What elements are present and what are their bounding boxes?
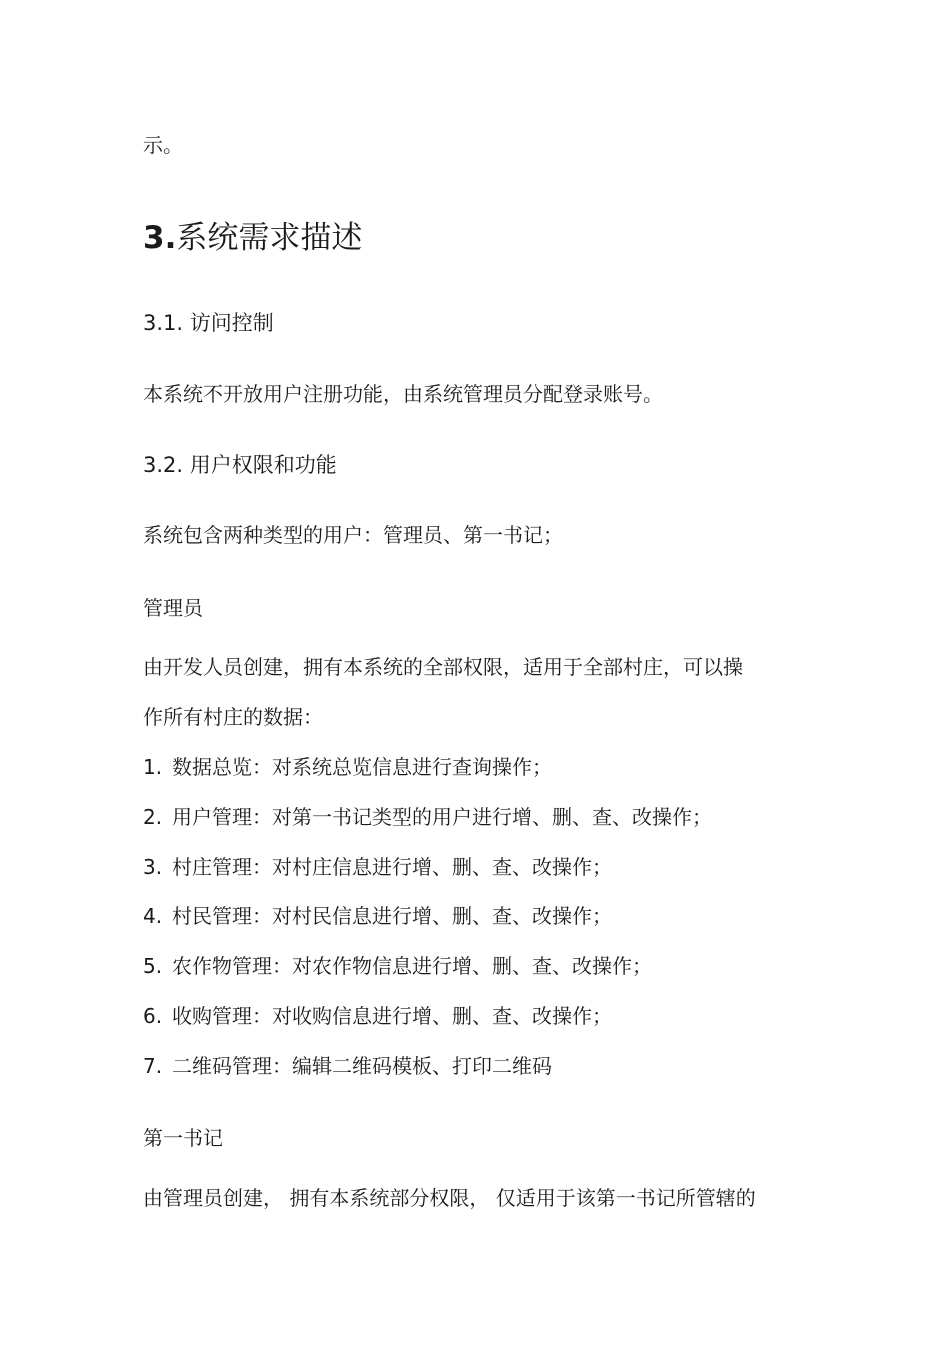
- section-3-number: 3.: [143, 220, 177, 256]
- list-item-number: 4.: [143, 904, 163, 928]
- section-3-2-heading: 3.2. 用户权限和功能: [143, 453, 337, 477]
- list-item-number: 3.: [143, 855, 163, 879]
- list-item-text: 村庄管理：对村庄信息进行增、删、查、改操作；: [172, 855, 612, 879]
- list-item: [143, 1002, 612, 1030]
- section-3-1-body: 本系统不开放用户注册功能，由系统管理员分配登录账号。: [143, 382, 663, 406]
- secretary-title: 第一书记: [143, 1126, 223, 1150]
- list-item-text: 二维码管理：编辑二维码模板、打印二维码: [172, 1054, 552, 1078]
- section-3-title: 系统需求描述: [176, 220, 363, 256]
- list-item: [143, 952, 652, 980]
- list-item-number: 6.: [143, 1004, 163, 1028]
- list-item: [143, 1052, 552, 1080]
- section-3-2-intro: 系统包含两种类型的用户：管理员、第一书记；: [143, 523, 563, 547]
- continuation-text: 示。: [143, 133, 183, 157]
- section-3-1-heading: 3.1. 访问控制: [143, 311, 274, 335]
- section-3-heading: [143, 218, 362, 258]
- list-item: [143, 753, 552, 781]
- list-item-text: 数据总览：对系统总览信息进行查询操作；: [172, 755, 552, 779]
- list-item-text: 收购管理：对收购信息进行增、删、查、改操作；: [172, 1004, 612, 1028]
- list-item-text: 农作物管理：对农作物信息进行增、删、查、改操作；: [172, 954, 652, 978]
- admin-desc-line-1: 由开发人员创建，拥有本系统的全部权限，适用于全部村庄，可以操: [143, 655, 743, 679]
- admin-title: 管理员: [143, 596, 203, 620]
- list-item: [143, 803, 712, 831]
- admin-desc-line-2: 作所有村庄的数据：: [143, 705, 323, 729]
- list-item-number: 1.: [143, 755, 163, 779]
- list-item-number: 5.: [143, 954, 163, 978]
- list-item-number: 2.: [143, 805, 163, 829]
- list-item-text: 用户管理：对第一书记类型的用户进行增、删、查、改操作；: [172, 805, 712, 829]
- list-item: [143, 902, 612, 930]
- list-item-number: 7.: [143, 1054, 163, 1078]
- list-item: [143, 853, 612, 881]
- secretary-desc-line-1: 由管理员创建， 拥有本系统部分权限， 仅适用于该第一书记所管辖的: [143, 1186, 756, 1210]
- list-item-text: 村民管理：对村民信息进行增、删、查、改操作；: [172, 904, 612, 928]
